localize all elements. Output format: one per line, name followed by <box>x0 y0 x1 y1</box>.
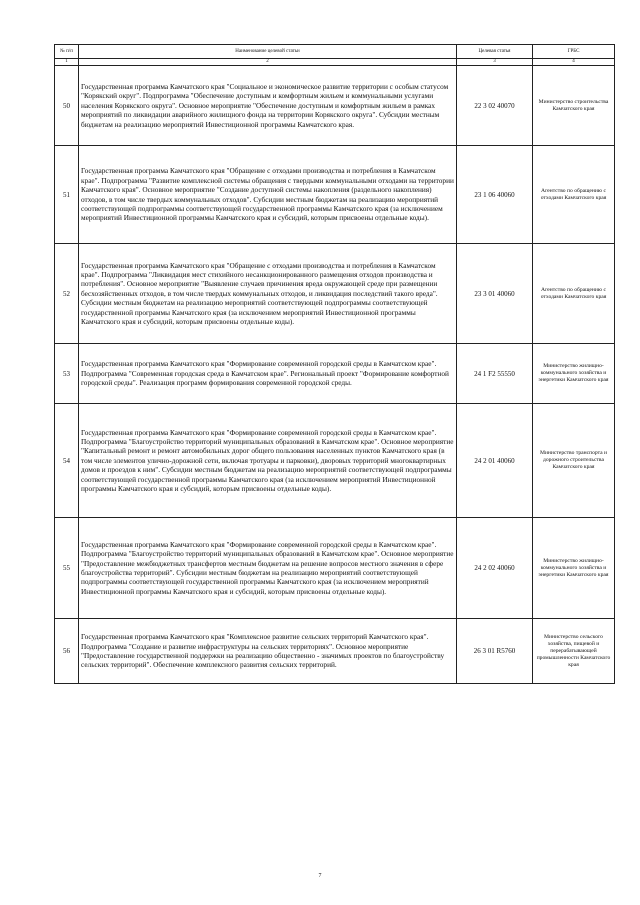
row-code: 22 3 02 40070 <box>457 66 533 146</box>
row-code: 23 3 01 40060 <box>457 244 533 344</box>
row-name: Государственная программа Камчатского края "Социальное и экономическое развитие территории с особым статусом "Корякский округ". Подпрограмма "Обеспечение доступным и комфортным жильем и коммунальными услугами населения Корякского округа". Основное мероприятие "Обеспечение доступным и комфортным жильем в рамках мероприятий по ликвидации аварийного жилищного фонда на территории Корякского округа". Субсидии местным бюджетам на реализацию мероприятий Инвестиционной программы Камчатского края. <box>79 66 457 146</box>
header-num: № п/п <box>55 45 79 59</box>
table-row <box>55 146 615 244</box>
row-code: 24 2 02 40060 <box>457 518 533 619</box>
table-row <box>55 619 615 684</box>
row-number: 56 <box>55 619 79 684</box>
table-row <box>55 344 615 404</box>
row-grbs: Агентство по обращению с отходами Камчатского края <box>533 146 615 244</box>
table-row <box>55 244 615 344</box>
row-code: 23 1 06 40060 <box>457 146 533 244</box>
row-number: 51 <box>55 146 79 244</box>
header-name: Наименование целевой статьи <box>79 45 457 59</box>
column-number: 2 <box>79 59 457 66</box>
column-number: 3 <box>457 59 533 66</box>
row-code: 26 3 01 R5760 <box>457 619 533 684</box>
row-grbs: Министерство транспорта и дорожного строительства Камчатского края <box>533 404 615 518</box>
row-grbs: Министерство жилищно-коммунального хозяйства и энергетики Камчатского края <box>533 344 615 404</box>
row-grbs: Министерство сельского хозяйства, пищевой и перерабатывающей промышленности Камчатского края <box>533 619 615 684</box>
column-number: 4 <box>533 59 615 66</box>
column-number: 1 <box>55 59 79 66</box>
row-code: 24 2 01 40060 <box>457 404 533 518</box>
row-grbs: Агентство по обращению с отходами Камчатского края <box>533 244 615 344</box>
table-row <box>55 404 615 518</box>
row-number: 55 <box>55 518 79 619</box>
row-name: Государственная программа Камчатского края "Формирование современной городской среды в Камчатском крае". Подпрограмма "Благоустройство территорий муниципальных образований в Камчатском крае". Основное мероприятие "Капитальный ремонт и ремонт автомобильных дорог общего пользования населенных пунктов Камчатского края (в том числе элементов улично-дорожной сети, включая тротуары и парковки), дворовых территорий многоквартирных домов и проездов к ним". Субсидии местным бюджетам на реализацию мероприятий соответствующей подпрограммы соответствующей государственной программы Камчатского края (за исключением мероприятий Инвестиционной программы Камчатского края и субсидий, которым присвоены отдельные коды). <box>79 404 457 518</box>
table-header-row <box>55 45 615 59</box>
header-grbs: ГРБС <box>533 45 615 59</box>
row-number: 53 <box>55 344 79 404</box>
target-articles-table <box>54 44 615 684</box>
row-name: Государственная программа Камчатского края "Формирование современной городской среды в Камчатском крае". Подпрограмма "Благоустройство территорий муниципальных образований в Камчатском крае". Основное мероприятие "Предоставление межбюджетных трансфертов местным бюджетам на решение вопросов местного значения в сфере благоустройства территорий". Субсидии местным бюджетам на реализацию мероприятий соответствующей подпрограммы соответствующей государственной программы Камчатского края (за исключением мероприятий Инвестиционной программы Камчатского края и субсидий, которым присвоены отдельные коды). <box>79 518 457 619</box>
row-name: Государственная программа Камчатского края "Обращение с отходами производства и потребления в Камчатском крае". Подпрограмма "Ликвидация мест стихийного несанкционированного размещения отходов производства и потребления". Основное мероприятие "Выявление случаев причинения вреда окружающей среде при размещении бесхозяйственных отходов, в том числе твердых коммунальных отходов, и ликвидация последствий такого вреда". Субсидии местным бюджетам на реализацию мероприятий соответствующей подпрограммы соответствующей государственной программы Камчатского края (за исключением мероприятий Инвестиционной программы Камчатского края и субсидий, которым присвоены отдельные коды). <box>79 244 457 344</box>
row-number: 52 <box>55 244 79 344</box>
row-name: Государственная программа Камчатского края "Обращение с отходами производства и потребления в Камчатском крае". Подпрограмма "Развитие комплексной системы обращения с твердыми коммунальными отходами на территории Камчатского края". Основное мероприятие "Создание доступной системы накопления (раздельного накопления) отходов, в том числе твердых коммунальных отходов". Субсидии местным бюджетам на реализацию мероприятий соответствующей подпрограммы соответствующей государственной программы Камчатского края (за исключением мероприятий Инвестиционной программы Камчатского края и субсидий, которым присвоены отдельные коды). <box>79 146 457 244</box>
row-number: 54 <box>55 404 79 518</box>
row-grbs: Министерство строительства Камчатского края <box>533 66 615 146</box>
page-number: 7 <box>318 873 322 879</box>
column-number-row <box>55 59 615 66</box>
table-row <box>55 518 615 619</box>
header-code: Целевая статья <box>457 45 533 59</box>
table-row <box>55 66 615 146</box>
row-grbs: Министерство жилищно-коммунального хозяйства и энергетики Камчатского края <box>533 518 615 619</box>
row-number: 50 <box>55 66 79 146</box>
row-name: Государственная программа Камчатского края "Комплексное развитие сельских территорий Камчатского края". Подпрограмма "Создание и развитие инфраструктуры на сельских территориях". Основное мероприятие "Предоставление государственной поддержки на реализацию общественно - значимых проектов по благоустройству сельских территорий". Обеспечение комплексного развития сельских территорий. <box>79 619 457 684</box>
row-code: 24 1 F2 55550 <box>457 344 533 404</box>
row-name: Государственная программа Камчатского края "Формирование современной городской среды в Камчатском крае". Подпрограмма "Современная городская среда в Камчатском крае". Региональный проект "Формирование комфортной городской среды". Реализация программ формирования современной городской среды. <box>79 344 457 404</box>
